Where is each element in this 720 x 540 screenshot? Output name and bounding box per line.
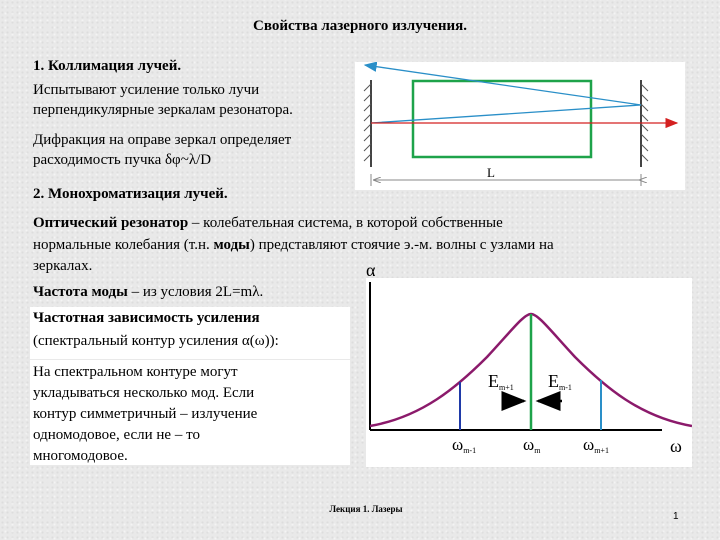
footer-text: Лекция 1. Лазеры <box>329 504 403 514</box>
paragraph-line-4: одномодовое, если не – то <box>33 427 200 443</box>
page-number: 1 <box>673 511 679 522</box>
section-1-line-4: расходимость пучка δφ~λ/D <box>33 152 212 168</box>
resonator-definition-line-1 <box>33 213 503 233</box>
resonator-definition-text-1: – колебательная система, в которой собственные <box>188 215 503 231</box>
tick-omega-m-1: ωm-1 <box>452 435 477 455</box>
resonator-term: Оптический резонатор <box>33 215 189 231</box>
section-1-heading: 1. Коллимация лучей. <box>33 58 182 74</box>
e-right-label: Em-1 <box>548 371 572 392</box>
resonator-definition-line-3: зеркалах. <box>33 258 93 274</box>
paragraph-line-5: многомодовое. <box>33 448 128 464</box>
resonator-definition-text-2a: нормальные колебания (т.н. <box>33 237 214 253</box>
gain-subtitle: (спектральный контур усиления α(ω)): <box>33 333 279 349</box>
paragraph-line-2: укладываться несколько мод. Если <box>33 385 255 401</box>
resonator-diagram <box>355 62 685 190</box>
length-label: L <box>487 165 495 180</box>
resonator-definition-text-2b: ) представляют стоячие э.-м. волны с узлами на <box>249 237 554 253</box>
mode-frequency-text: – из условия 2L=mλ. <box>127 284 264 300</box>
page-title: Свойства лазерного излучения. <box>253 18 467 34</box>
modes-term: моды <box>213 237 250 253</box>
y-axis-label: α <box>366 262 376 280</box>
section-1-line-1: Испытывают усиление только лучи <box>33 82 260 98</box>
tick-omega-m: ωm <box>523 435 541 455</box>
mode-frequency-line <box>33 282 263 302</box>
section-2-heading: 2. Монохроматизация лучей. <box>33 186 228 202</box>
paragraph-line-1: На спектральном контуре могут <box>33 364 238 380</box>
section-1-line-3: Дифракция на оправе зеркал определяет <box>33 132 292 148</box>
section-1-line-2: перпендикулярные зеркалам резонатора. <box>33 102 293 118</box>
e-left-label: Em+1 <box>488 371 514 392</box>
tick-omega-m+1: ωm+1 <box>583 435 609 455</box>
resonator-definition-line-2 <box>33 235 554 255</box>
gain-contour-diagram <box>352 262 692 467</box>
gain-title: Частотная зависимость усиления <box>33 310 260 326</box>
paragraph-line-3: контур симметричный – излучение <box>33 406 258 422</box>
x-axis-label: ω <box>670 436 682 456</box>
mode-frequency-term: Частота моды <box>33 284 128 300</box>
